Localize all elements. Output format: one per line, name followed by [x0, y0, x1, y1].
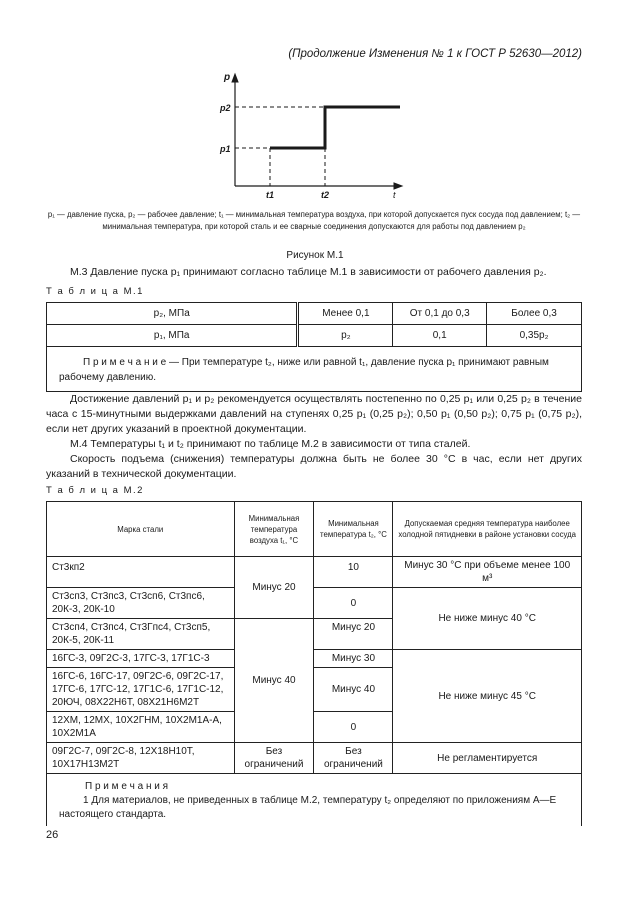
table-cell: Более 0,3 — [487, 303, 582, 325]
t1-cell: Без ограничений — [234, 743, 314, 774]
tick-label-t1: t1 — [266, 190, 275, 200]
table-m1-title: Т а б л и ц а М.1 — [46, 286, 144, 297]
steel-grade-cell: Ст3сп3, Ст3пс3, Ст3сп6, Ст3пс6, 20К-3, 20К-10 — [47, 588, 235, 619]
table-cell: Менее 0,1 — [298, 303, 393, 325]
table-m2-title: Т а б л и ц а М.2 — [46, 485, 144, 496]
t2-cell: 10 — [314, 557, 393, 588]
tick-label-t2: t2 — [321, 190, 330, 200]
note-1: 1 Для материалов, не приведенных в таблице М.2, температуру t₂ определяют по приложениям А—Е настоящего стандарта. — [59, 795, 557, 820]
table-cell: p₂ — [298, 325, 393, 347]
column-header: Марка стали — [47, 502, 235, 557]
t1-cell: Минус 20 — [234, 557, 314, 619]
table-cell: 0,35p₂ — [487, 325, 582, 347]
steel-grade-cell: 16ГС-3, 09Г2С-3, 17ГС-3, 17Г1С-3 — [47, 650, 235, 668]
table-row — [47, 650, 582, 668]
table-m1 — [46, 302, 582, 392]
table-row — [47, 588, 582, 619]
y-axis-arrow — [232, 74, 238, 82]
table-cell: От 0,1 до 0,3 — [393, 303, 487, 325]
table-cell: p₁, МПа — [47, 325, 298, 347]
table-row — [47, 303, 582, 325]
continuation-header: (Продолжение Изменения № 1 к ГОСТ Р 52630—2012) — [288, 48, 582, 60]
steel-grade-cell: 09Г2С-7, 09Г2С-8, 12Х18Н10Т, 10Х17Н13М2Т — [47, 743, 235, 774]
figure-legend: p₁ — давление пуска, p₂ — рабочее давление; t₁ — минимальная температура воздуха, при которой допускается пуск сосуда под давлением; t₂ — минимальная температура, при которой сталь и ее сварные соединения допускаются для работы под давлением p₂ — [47, 210, 581, 231]
page-number: 26 — [46, 829, 59, 841]
steel-grade-cell: 12ХМ, 12МХ, 10Х2ГНМ, 10Х2М1А-А, 10Х2М1А — [47, 712, 235, 743]
column-header: Минимальная температура t₂, °С — [314, 502, 393, 557]
figure-m1-graph — [210, 70, 410, 202]
column-header: Минимальная температура воздуха t₁, °С — [234, 502, 314, 557]
table-row — [47, 557, 582, 588]
table-m1-note — [47, 347, 582, 392]
t2-cell: Минус 30 — [314, 650, 393, 668]
paragraph-pressure-reach: Достижение давлений p₁ и p₂ рекомендуется осуществлять постепенно по 0,25 p₁ или 0,25 p₂ в течение часа с 15-минутными выдержками давлений на ступенях 0,25 p₁ (0,25 p₂); 0,50 p₁ (0,50 p₂); 0,75 p₁ (0,75 p₂), если нет других указаний в проектной документации. — [46, 393, 582, 435]
table-row — [47, 743, 582, 774]
tick-label-p1: p1 — [220, 144, 231, 154]
t2-cell: Минус 20 — [314, 619, 393, 650]
paragraph-temperature-speed: Скорость подъема (снижения) температуры должна быть не более 30 °С в час, если нет других указаний в технической документации. — [46, 453, 582, 480]
air-temp-cell: Не ниже минус 45 °С — [393, 650, 582, 743]
table-row — [47, 325, 582, 347]
t2-cell: 0 — [314, 712, 393, 743]
paragraph-m3: М.3 Давление пуска p₁ принимают согласно таблице М.1 в зависимости от рабочего давления p₂. — [70, 266, 547, 278]
table-header-row — [47, 502, 582, 557]
air-temp-cell: Не регламентируется — [393, 743, 582, 774]
table-m2-notes — [47, 774, 582, 827]
table-cell: p₂, МПа — [47, 303, 298, 325]
table-row — [47, 774, 582, 827]
note-text: П р и м е ч а н и е — При температуре t₂, ниже или равной t₁, давление пуска p₁ принимают равным рабочему давлению. — [59, 357, 549, 383]
table-m2 — [46, 501, 582, 826]
t2-cell: Минус 40 — [314, 668, 393, 712]
t2-cell: Без ограничений — [314, 743, 393, 774]
steel-grade-cell: Ст3сп4, Ст3пс4, Ст3Гпс4, Ст3сп5, 20К-5, 20К-11 — [47, 619, 235, 650]
tick-label-p2: p2 — [220, 103, 231, 113]
air-temp-cell: Минус 30 °С при объеме менее 100 м³ — [393, 557, 582, 588]
steel-grade-cell: Ст3кп2 — [47, 557, 235, 588]
t2-cell: 0 — [314, 588, 393, 619]
x-axis-arrow — [394, 183, 402, 189]
axis-label-t: t — [393, 190, 396, 200]
pressure-step-line — [270, 107, 400, 148]
air-temp-cell: Не ниже минус 40 °С — [393, 588, 582, 650]
axis-label-p: p — [224, 72, 231, 83]
t1-cell: Минус 40 — [234, 619, 314, 743]
notes-heading: П р и м е ч а н и я — [85, 781, 169, 792]
paragraph-m4: М.4 Температуры t₁ и t₂ принимают по таблице М.2 в зависимости от типа сталей. — [70, 438, 471, 450]
table-cell: 0,1 — [393, 325, 487, 347]
figure-title: Рисунок М.1 — [286, 250, 344, 261]
table-row — [47, 347, 582, 392]
column-header: Допускаемая средняя температура наиболее холодной пятидневки в районе установки сосуда — [393, 502, 582, 557]
steel-grade-cell: 16ГС-6, 16ГС-17, 09Г2С-6, 09Г2С-17, 17ГС-6, 17ГС-12, 17Г1С-6, 17Г1С-12, 20ЮЧ, 08Х22Н6Т, 08Х21Н6М2Т — [47, 668, 235, 712]
